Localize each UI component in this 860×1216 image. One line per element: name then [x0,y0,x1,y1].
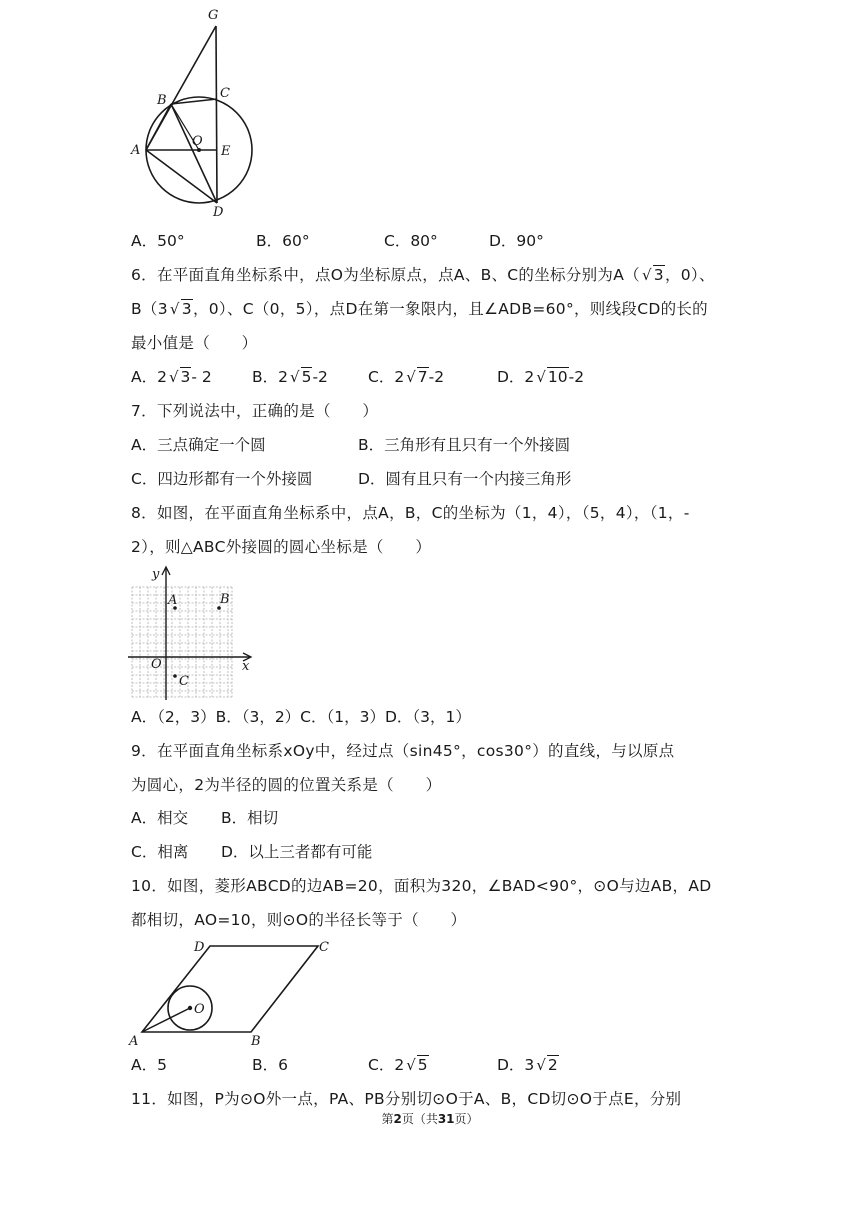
figure-rhombus-circle [126,932,341,1052]
q10-option-a: A．5 [131,1056,167,1074]
q6-stem-line3: 最小值是（ ） [131,334,258,352]
q7-option-d: D．圆有且只有一个内接三角形 [358,470,572,488]
q9-option-b: B．相切 [221,809,279,827]
q7-option-a: A．三点确定一个圆 [131,436,266,454]
q6-option-d: D．2 √ 10-2 [497,368,585,386]
q10-stem-line2: 都相切，AO=10，则⊙O的半径长等于（ ） [131,911,467,929]
q8-stem-line1: 8．如图，在平面直角坐标系中，点A，B，C的坐标为（1，4），（5，4），（1，- [131,504,690,522]
q5-option-a: A．50° [131,232,185,250]
fig2-label-x: x [242,659,250,674]
q7-stem: 7．下列说法中，正确的是（ ） [131,402,379,420]
q8-options: A．（2，3）B．（3，2）C．（1，3）D．（3，1） [131,708,471,726]
q6-stem-line1: 6．在平面直角坐标系中，点O为坐标原点，点A、B、C的坐标分别为A（ √ 3，0）、 [131,266,715,284]
fig1-label-e: E [221,144,231,159]
figure-coordinate-grid [126,562,256,702]
q5-option-d: D．90° [489,232,544,250]
fig3-label-d: D [194,940,205,955]
q6-option-b: B．2 √ 5-2 [252,368,328,386]
q6-stem-line2: B（3 √ 3，0）、C（0，5），点D在第一象限内，且∠ADB=60°，则线段CD的长的 [131,300,708,318]
fig1-label-g: G [208,8,219,23]
q10-option-b: B．6 [252,1056,288,1074]
q9-stem-line2: 为圆心，2为半径的圆的位置关系是（ ） [131,776,442,794]
fig2-label-y: y [152,567,160,582]
q11-stem-line1: 11．如图，P为⊙O外一点，PA、PB分别切⊙O于A、B，CD切⊙O于点E，分别 [131,1090,682,1108]
fig3-label-b: B [251,1034,261,1049]
q6-option-a: A．2 √ 3- 2 [131,368,212,386]
page-footer: 第2页（共31页） [381,1112,479,1126]
q6-option-c: C．2 √ 7-2 [368,368,445,386]
fig3-label-c: C [319,940,329,955]
fig1-label-a: A [131,143,141,158]
q10-option-c: C．2 √ 5 [368,1056,428,1074]
fig3-label-a: A [129,1034,139,1049]
figure-circle-geometry [125,0,265,225]
fig1-label-o: O [192,134,203,149]
fig2-label-a: A [168,593,178,608]
fig1-label-d: D [213,205,224,220]
fig1-label-c: C [220,86,230,101]
q9-stem-line1: 9．在平面直角坐标系xOy中，经过点（sin45°，cos30°）的直线，与以原点 [131,742,675,760]
q9-option-c: C．相离 [131,843,189,861]
q10-stem-line1: 10．如图，菱形ABCD的边AB=20，面积为320，∠BAD<90°，⊙O与边AB，AD [131,877,712,895]
q8-stem-line2: 2），则△ABC外接圆的圆心坐标是（ ） [131,538,432,556]
q9-option-a: A．相交 [131,809,189,827]
q9-option-d: D．以上三者都有可能 [221,843,373,861]
fig1-label-b: B [157,93,167,108]
fig3-label-o: O [194,1002,205,1017]
fig2-label-b: B [220,592,230,607]
q5-option-b: B．60° [256,232,310,250]
fig2-label-o: O [151,657,162,672]
q7-option-c: C．四边形都有一个外接圆 [131,470,313,488]
q5-option-c: C．80° [384,232,438,250]
q7-option-b: B．三角形有且只有一个外接圆 [358,436,571,454]
fig2-label-c: C [179,674,189,689]
q10-option-d: D．3 √ 2 [497,1056,558,1074]
